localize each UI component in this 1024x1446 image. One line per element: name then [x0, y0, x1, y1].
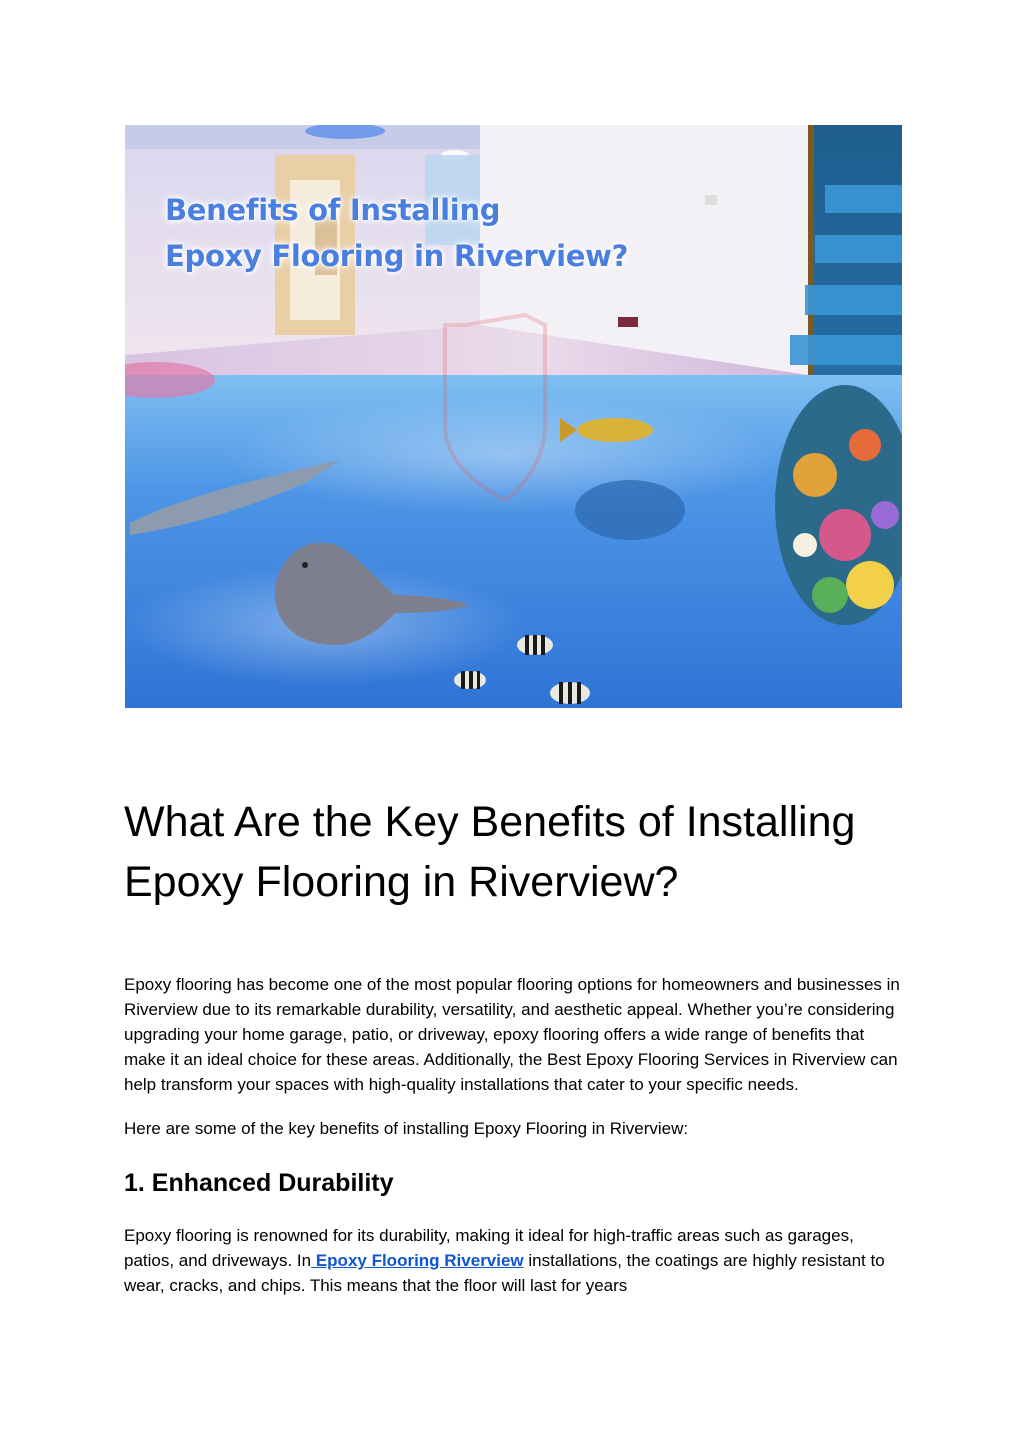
lead-paragraph: Here are some of the key benefits of installing Epoxy Flooring in Riverview: — [124, 1119, 689, 1138]
hero-caption-line1: Benefits of Installing — [165, 193, 501, 227]
intro-paragraph: Epoxy flooring has become one of the most popular flooring options for homeowners and businesses in Riverview due to its remarkable durability, versatility, and aesthetic appeal. Whether you’re considering upgrading your home garage, patio, or driveway, epoxy flooring offers a wide range of benefits that make it an ideal choice for these areas. Additionally, the Best Epoxy Flooring Services in Riverview can help transform your spaces with high-quality installations that cater to your specific needs. — [124, 975, 900, 1094]
section-heading-durability: 1. Enhanced Durability — [124, 1169, 394, 1197]
turtle — [575, 480, 685, 540]
hero-image — [125, 125, 902, 708]
epoxy-flooring-riverview-link[interactable]: Epoxy Flooring Riverview — [311, 1251, 524, 1270]
durability-text-after: installations, the coatings are highly resistant to wear, cracks, and chips. This means that the floor will last for years — [124, 1251, 885, 1295]
durability-paragraph — [124, 1223, 904, 1298]
hero-caption — [165, 187, 628, 279]
article-body — [124, 792, 904, 1298]
durability-text-before: Epoxy flooring is renowned for its durability, making it ideal for high-traffic areas such as garages, patios, and driveways. In — [124, 1226, 854, 1270]
hero-caption-line2: Epoxy Flooring in Riverview? — [165, 239, 629, 273]
page-title-line1: What Are the Key Benefits of Installing — [124, 798, 856, 846]
page-title — [124, 792, 904, 912]
page-title-line2: Epoxy Flooring in Riverview? — [124, 858, 679, 906]
